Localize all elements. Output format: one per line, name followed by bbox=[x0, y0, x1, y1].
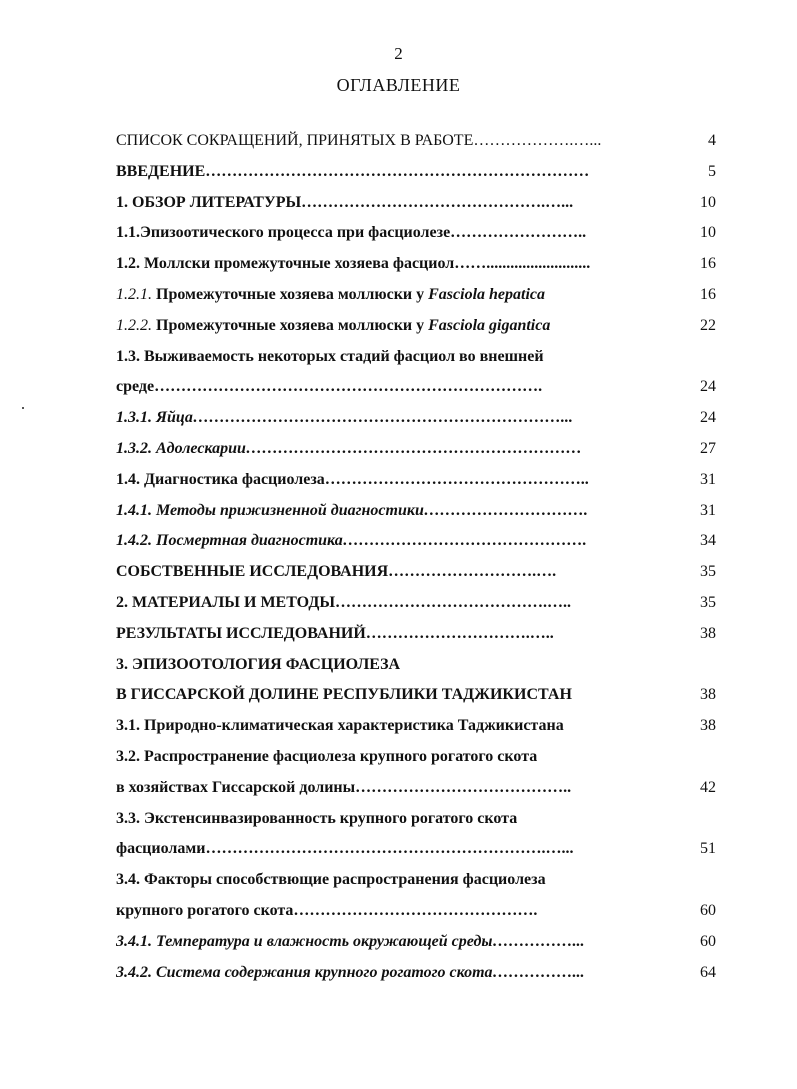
toc-entry-text: среде………………………………………………………………. bbox=[116, 378, 543, 396]
toc-entry-text: 1.1.Эпизоотического процесса при фасциолезе…………………….. bbox=[116, 224, 587, 242]
toc-entry-label: Промежуточные хозяева моллюски у bbox=[152, 285, 429, 303]
toc-entry-number: 1.2.1. bbox=[116, 285, 152, 303]
toc-entry-page: 35 bbox=[700, 593, 716, 611]
toc-entry-text: 1.4.2. Посмертная диагностика………………………………………. bbox=[116, 532, 587, 550]
toc-entry-text: ВВЕДЕНИЕ……………………………………………………………… bbox=[116, 162, 590, 180]
toc-entry-page: 60 bbox=[700, 901, 716, 919]
toc-row bbox=[116, 896, 716, 927]
table-of-contents bbox=[116, 126, 716, 988]
toc-entry-text bbox=[116, 311, 664, 342]
toc-entry-text: СОБСТВЕННЫЕ ИССЛЕДОВАНИЯ……………………….…. bbox=[116, 563, 557, 581]
toc-entry-text: СПИСОК СОКРАЩЕНИЙ, ПРИНЯТЫХ В РАБОТЕ……………….…... bbox=[116, 132, 602, 149]
toc-row bbox=[116, 188, 716, 219]
toc-entry-page: 34 bbox=[700, 532, 716, 550]
toc-entry-text: 2. МАТЕРИАЛЫ И МЕТОДЫ………………………………….….. bbox=[116, 593, 572, 611]
toc-entry-page: 22 bbox=[700, 316, 716, 334]
toc-entry-text: 3.4. Факторы способствющие распространения фасциолеза bbox=[116, 871, 546, 889]
toc-row bbox=[116, 342, 716, 373]
toc-row bbox=[116, 680, 716, 711]
toc-entry-page: 4 bbox=[708, 132, 716, 149]
toc-entry-text: крупного рогатого скота………………………………………. bbox=[116, 901, 538, 919]
toc-entry-page: 10 bbox=[700, 193, 716, 211]
toc-row bbox=[116, 372, 716, 403]
toc-entry-page: 51 bbox=[700, 840, 716, 858]
toc-row bbox=[116, 742, 716, 773]
toc-entry-text: 1.3.2. Адолескарии……………………………………………………… bbox=[116, 439, 582, 457]
toc-entry-page: 35 bbox=[700, 563, 716, 581]
toc-entry-page: 31 bbox=[700, 470, 716, 488]
toc-entry-page: 60 bbox=[700, 932, 716, 950]
toc-row bbox=[116, 249, 716, 280]
page-title: ОГЛАВЛЕНИЕ bbox=[336, 75, 461, 95]
toc-entry-page: 31 bbox=[700, 501, 716, 519]
toc-row bbox=[116, 157, 716, 188]
toc-entry-text bbox=[116, 280, 664, 311]
toc-entry-text: 3.4.2. Система содержания крупного рогатого скота……………... bbox=[116, 963, 585, 981]
toc-row bbox=[116, 711, 716, 742]
toc-row bbox=[116, 834, 716, 865]
toc-row bbox=[116, 557, 716, 588]
toc-entry-label: Промежуточные хозяева моллюски у bbox=[152, 316, 429, 334]
toc-row bbox=[116, 804, 716, 835]
toc-entry-latin: Fasciola gigantica bbox=[428, 316, 551, 334]
toc-entry-text: 3.2. Распространение фасциолеза крупного рогатого скота bbox=[116, 747, 538, 765]
toc-entry-page: 16 bbox=[700, 285, 716, 303]
scan-speck bbox=[22, 407, 24, 409]
toc-entry-latin: Fasciola hepatica bbox=[428, 285, 546, 303]
toc-entry-page: 38 bbox=[700, 686, 716, 704]
toc-entry-text: 1.4. Диагностика фасциолеза………………………………………….. bbox=[116, 470, 589, 488]
toc-row bbox=[116, 865, 716, 896]
toc-entry-text: 1.3. Выживаемость некоторых стадий фасциол во внешней bbox=[116, 347, 544, 365]
toc-entry-text: 3. ЭПИЗООТОЛОГИЯ ФАСЦИОЛЕЗА bbox=[116, 655, 401, 673]
toc-row bbox=[116, 958, 716, 989]
toc-row bbox=[116, 650, 716, 681]
toc-entry-text: фасциолами……………………………………………………….…... bbox=[116, 840, 574, 858]
toc-row bbox=[116, 496, 716, 527]
page-number: 2 bbox=[394, 44, 403, 63]
toc-row bbox=[116, 280, 716, 311]
toc-entry-page: 27 bbox=[700, 439, 716, 457]
toc-row bbox=[116, 465, 716, 496]
toc-row bbox=[116, 619, 716, 650]
toc-row bbox=[116, 403, 716, 434]
toc-entry-page: 24 bbox=[700, 378, 716, 396]
toc-entry-number: 1.2.2. bbox=[116, 316, 152, 334]
toc-entry-text: в хозяйствах Гиссарской долины………………………………….. bbox=[116, 778, 572, 796]
toc-row bbox=[116, 526, 716, 557]
toc-entry-page: 38 bbox=[700, 624, 716, 642]
toc-entry-page: 38 bbox=[700, 717, 716, 735]
toc-entry-text: 1.3.1. Яйца……………………………………………………………... bbox=[116, 409, 573, 427]
toc-entry-page: 16 bbox=[700, 255, 716, 273]
toc-entry-text: 3.3. Экстенсинвазированность крупного рогатого скота bbox=[116, 809, 518, 827]
toc-entry-text: В ГИССАРСКОЙ ДОЛИНЕ РЕСПУБЛИКИ ТАДЖИКИСТАН bbox=[116, 686, 572, 704]
toc-entry-text: 3.1. Природно-климатическая характеристика Таджикистана bbox=[116, 717, 564, 735]
toc-row bbox=[116, 218, 716, 249]
toc-entry-text: 3.4.1. Температура и влажность окружающей среды……………... bbox=[116, 932, 585, 950]
toc-entry-page: 64 bbox=[700, 963, 716, 981]
toc-row bbox=[116, 434, 716, 465]
toc-entry-text: РЕЗУЛЬТАТЫ ИССЛЕДОВАНИЙ………………………….….. bbox=[116, 624, 554, 642]
toc-row bbox=[116, 311, 716, 342]
toc-row bbox=[116, 588, 716, 619]
toc-row bbox=[116, 773, 716, 804]
toc-entry-page: 24 bbox=[700, 409, 716, 427]
toc-entry-text: 1. ОБЗОР ЛИТЕРАТУРЫ……………………………………….…... bbox=[116, 193, 574, 211]
toc-entry-page: 42 bbox=[700, 778, 716, 796]
toc-entry-page: 10 bbox=[700, 224, 716, 242]
toc-row bbox=[116, 126, 716, 157]
toc-entry-text: 1.2. Моллски промежуточные хозяева фасциол…….......................... bbox=[116, 255, 591, 273]
toc-entry-text: 1.4.1. Методы прижизненной диагностики…………………………. bbox=[116, 501, 588, 519]
toc-row bbox=[116, 927, 716, 958]
toc-entry-page: 5 bbox=[708, 162, 716, 180]
